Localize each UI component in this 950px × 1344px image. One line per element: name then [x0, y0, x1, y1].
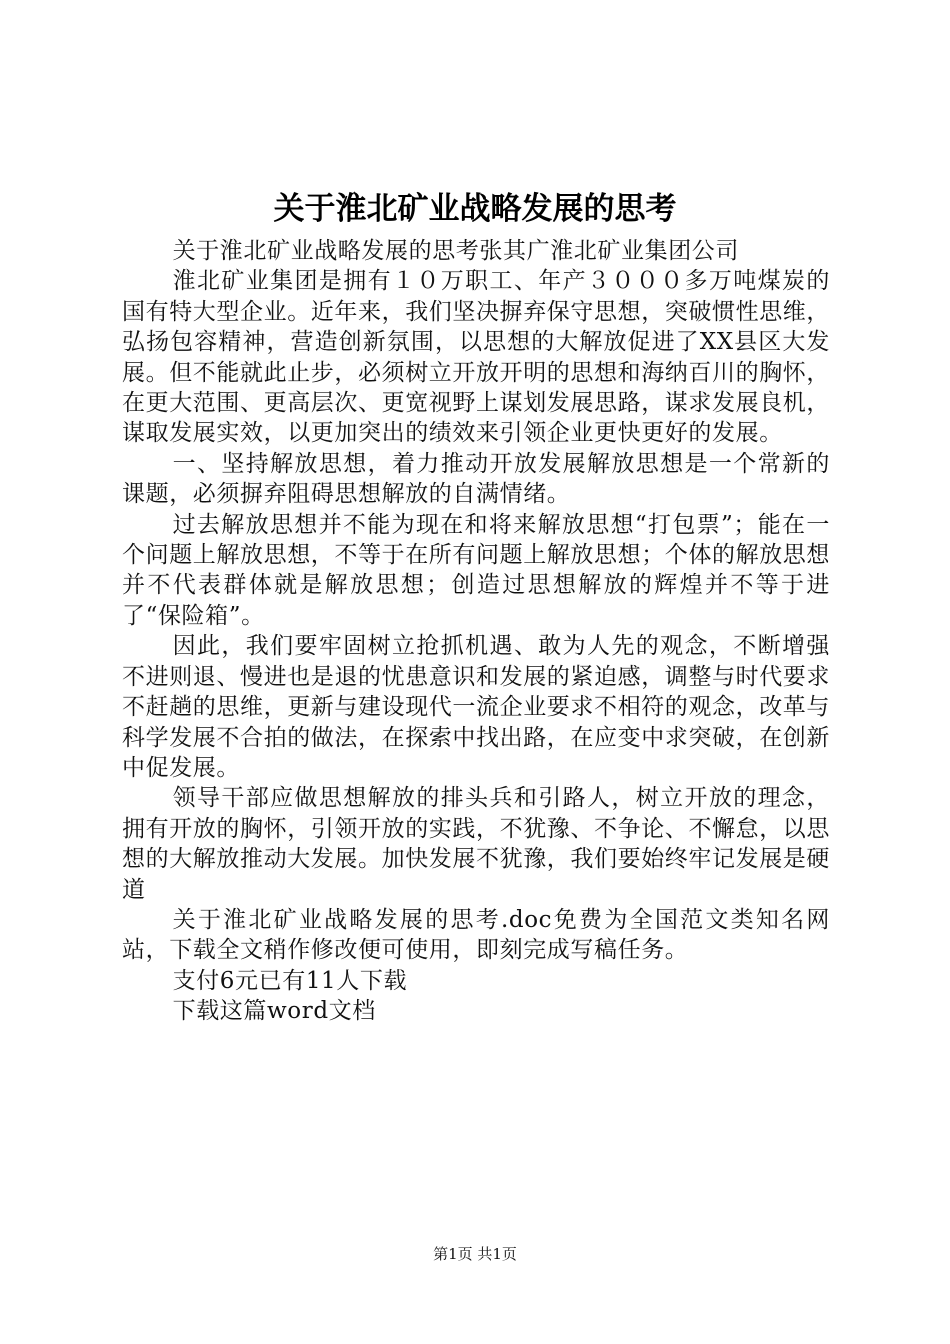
download-word-link[interactable]: 下载这篇word文档 [172, 998, 376, 1025]
paragraph-section-one: 一、坚持解放思想，着力推动开放发展解放思想是一个常新的课题，必须摒弃阻碍思想解放的自满情绪。 [122, 450, 830, 508]
document-title: 关于淮北矿业战略发展的思考 [273, 191, 677, 227]
payment-download-count: 支付6元已有11人下载 [172, 967, 408, 994]
paragraph-therefore: 因此，我们要牢固树立抢抓机遇、敢为人先的观念，不断增强不进则退、慢进也是退的忧患意识和发展的紧迫感，调整与时代要求不赶趟的思维，更新与建设现代一流企业要求不相符的观念，改革与科学发展不合拍的做法，在探索中找出路，在应变中求突破，在创新中促发展。 [122, 633, 830, 781]
paragraph-intro: 淮北矿业集团是拥有１０万职工、年产３０００多万吨煤炭的国有特大型企业。近年来，我们坚决摒弃保守思想，突破惯性思维，弘扬包容精神，营造创新氛围，以思想的大解放促进了XX县区大发展。但不能就此止步，必须树立开放开明的思想和海纳百川的胸怀，在更大范围、更高层次、更宽视野上谋划发展思路，谋求发展良机，谋取发展实效，以更加突出的绩效来引领企业更快更好的发展。 [122, 268, 830, 447]
paragraph-leaders: 领导干部应做思想解放的排头兵和引路人，树立开放的理念，拥有开放的胸怀，引领开放的实践，不犹豫、不争论、不懈怠，以思想的大解放推动大发展。加快发展不犹豫，我们要始终牢记发展是硬道 [122, 785, 830, 903]
paragraph-download-notice: 关于淮北矿业战略发展的思考.doc免费为全国范文类知名网站，下载全文稍作修改便可使用，即刻完成写稿任务。 [122, 906, 830, 964]
paragraph-heading-line: 关于淮北矿业战略发展的思考张其广淮北矿业集团公司 [172, 238, 739, 264]
document-body [122, 236, 830, 1027]
paragraph-past-thinking: 过去解放思想并不能为现在和将来解放思想“打包票”；能在一个问题上解放思想，不等于在所有问题上解放思想；个体的解放思想并不代表群体就是解放思想；创造过思想解放的辉煌并不等于进了“保险箱”。 [122, 511, 830, 629]
page-number-footer: 第1页 共1页 [433, 1245, 517, 1263]
